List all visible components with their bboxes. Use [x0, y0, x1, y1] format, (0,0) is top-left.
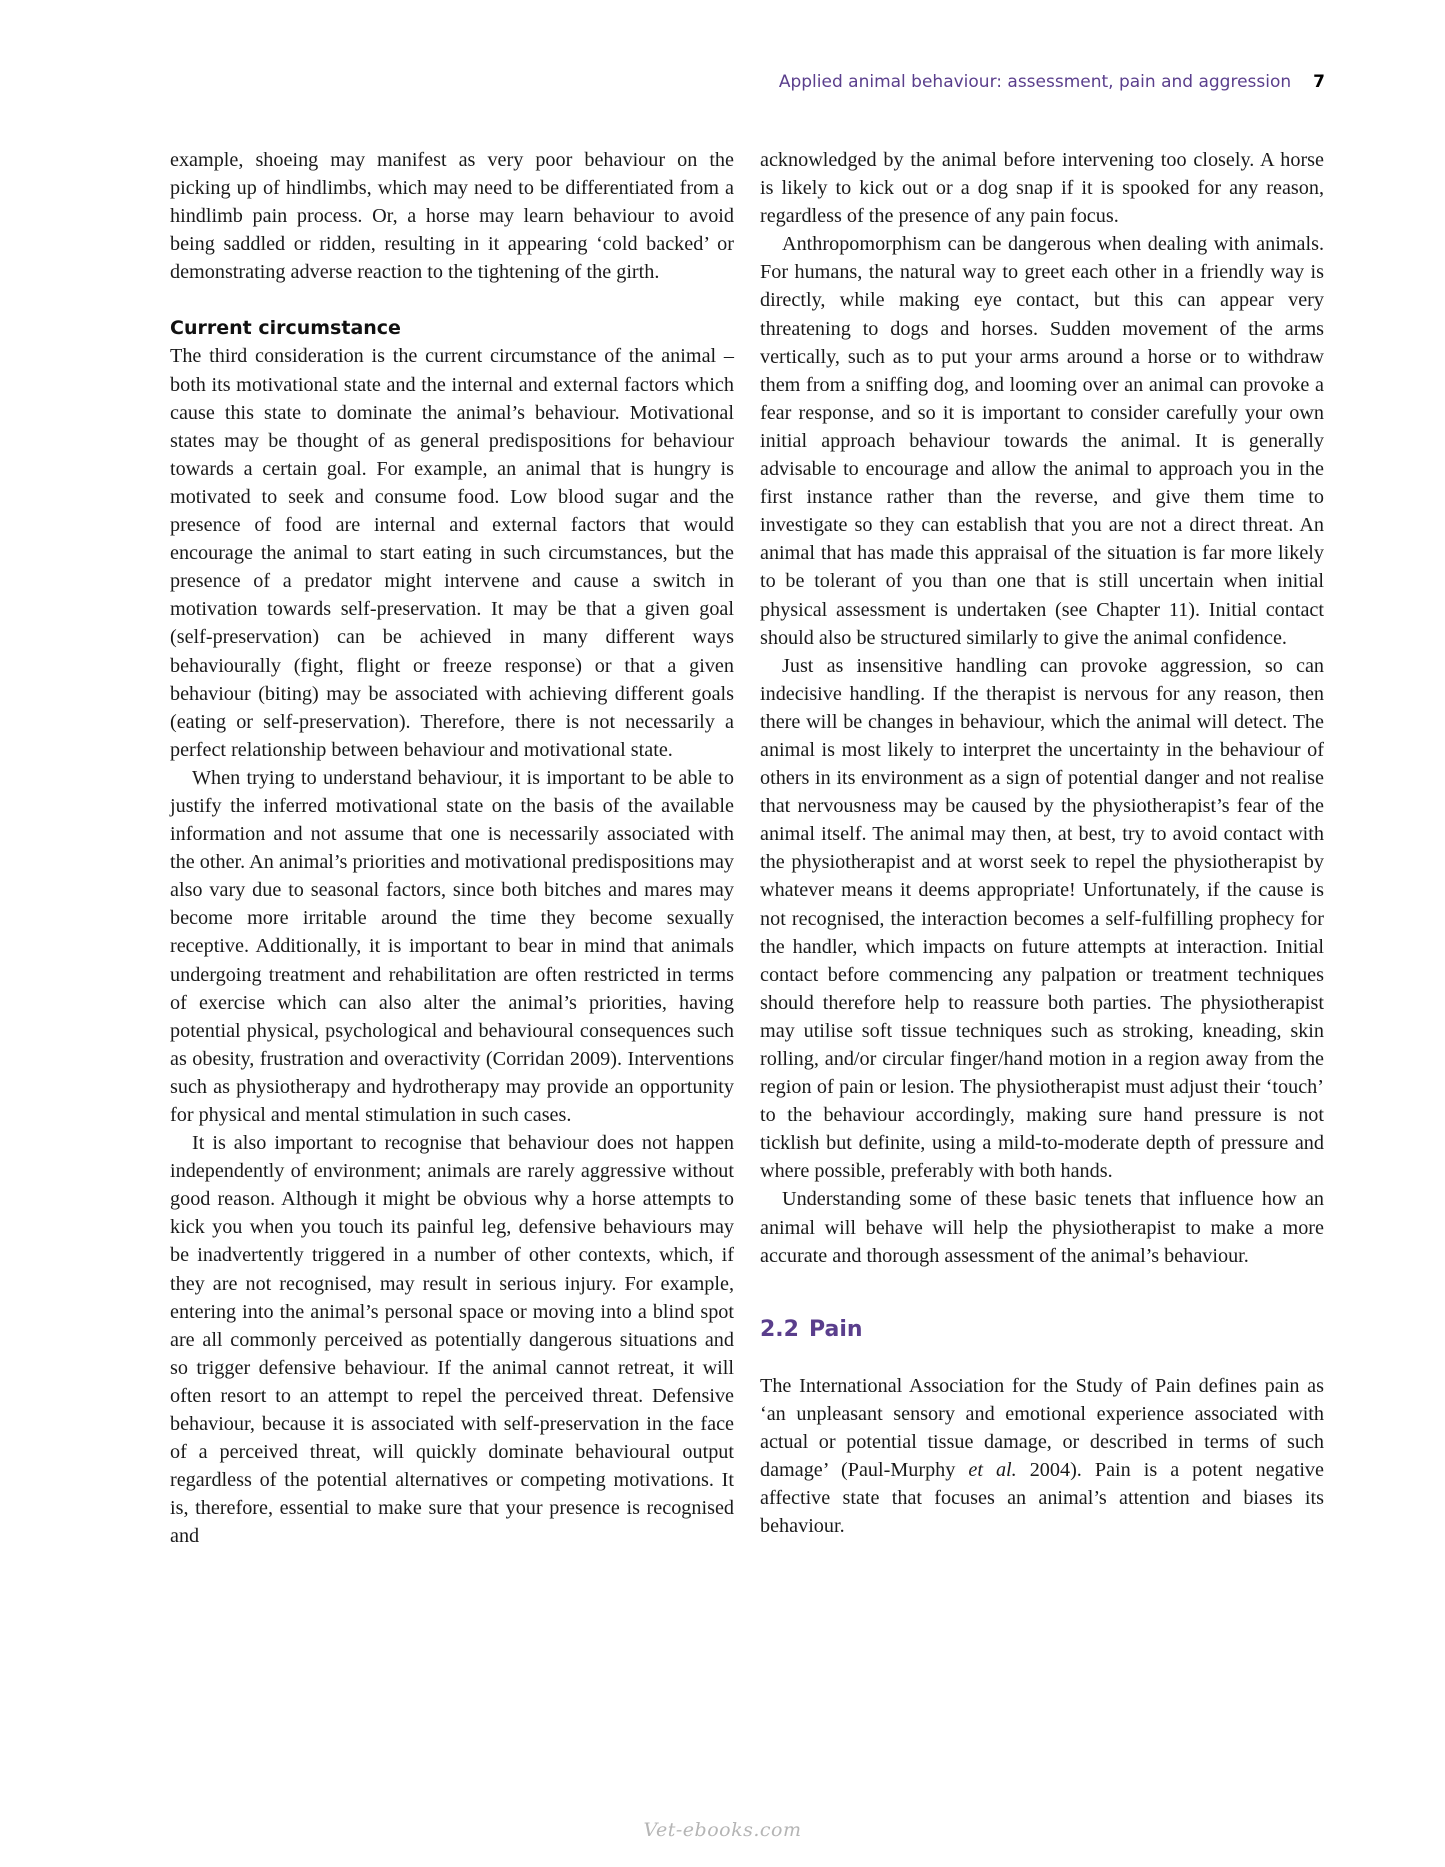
page-number: 7: [1313, 72, 1325, 92]
paragraph: Anthropomorphism can be dangerous when dealing with animals. For humans, the natural way to greet each other in a friendly way is directly, while making eye contact, but this can appear very threatening to dogs and horses. Sudden movement of the arms vertically, such as to put your arms around a horse or to withdraw them from a sniffing dog, and looming over an animal can provoke a fear response, and so it is important to consider carefully your own initial approach behaviour towards the animal. It is generally advisable to encourage and allow the animal to approach you in the first instance rather than the reverse, and give them time to investigate so they can establish that you are not a direct threat. An animal that has made this appraisal of the situation is far more likely to be tolerant of you than one that is still uncertain when initial physical assessment is undertaken (see Chapter 11). Initial contact should also be structured similarly to give the animal confidence.: [760, 233, 1324, 649]
paragraph: example, shoeing may manifest as very poor behaviour on the picking up of hindlimbs, which may need to be differentiated from a hindlimb pain process. Or, a horse may learn behaviour to avoid being saddled or ridden, resulting in it appearing ‘cold backed’ or demonstrating adverse reaction to the tightening of the girth.: [170, 149, 734, 284]
paragraph: Understanding some of these basic tenets that influence how an animal will behave will help the physiotherapist to make a more accurate and thorough assessment of the animal’s behaviour.: [760, 1188, 1324, 1267]
section-number: 2.2: [760, 1316, 799, 1342]
paragraph: When trying to understand behaviour, it is important to be able to justify the inferred motivational state on the basis of the available information and not assume that one is necessarily associated with the other. An animal’s priorities and motivational predispositions may also vary due to seasonal factors, since both bitches and mares may become more irritable around the time they become sexually receptive. Additionally, it is important to bear in mind that animals undergoing treatment and rehabilitation are often restricted in terms of exercise which can also alter the animal’s priorities, having potential physical, psychological and behavioural consequences such as obesity, frustration and overactivity (Corridan 2009). Interventions such as physiotherapy and hydrotherapy may provide an opportunity for physical and mental stimulation in such cases.: [170, 766, 734, 1126]
paragraph: acknowledged by the animal before intervening too closely. A horse is likely to kick out or a dog snap if it is spooked for any reason, regardless of the presence of any pain focus.: [760, 149, 1324, 228]
running-head-title: Applied animal behaviour: assessment, pain and aggression: [778, 72, 1292, 92]
left-column: [170, 146, 734, 1551]
section-heading: [760, 1316, 1324, 1344]
section-title: Pain: [808, 1316, 863, 1342]
watermark: Vet-ebooks.com: [643, 1819, 802, 1841]
right-column: [760, 146, 1324, 1540]
subheading: Current circumstance: [170, 317, 401, 340]
text-run: The International Association for the Study of Pain defines pain as ‘an unpleasant sensory and emotional experience associated with actual or potential tissue damage, or described in terms of such damage’ (Paul-Murphy: [760, 1374, 1324, 1482]
paragraph: It is also important to recognise that behaviour does not happen independently of environment; animals are rarely aggressive without good reason. Although it might be obvious why a horse attempts to kick you when you touch its painful leg, defensive behaviours may be inadvertently triggered in a number of other contexts, which, if they are not recognised, may result in serious injury. For example, entering into the animal’s personal space or moving into a blind spot are all commonly perceived as potentially dangerous situations and so trigger defensive behaviour. If the animal cannot retreat, it will often resort to an attempt to repel the perceived threat. Defensive behaviour, because it is associated with self-preservation in the face of a perceived threat, will quickly dominate behavioural output regardless of the potential alternatives or competing motivations. It is, therefore, essential to make sure that your presence is recognised and: [170, 1132, 734, 1548]
paragraph: Just as insensitive handling can provoke aggression, so can indecisive handling. If the therapist is nervous for any reason, then there will be changes in behaviour, which the animal will detect. The animal is most likely to interpret the uncertainty in the behaviour of others in its environment as a sign of potential danger and not realise that nervousness may be caused by the physiotherapist’s fear of the animal itself. The animal may then, at best, try to avoid contact with the physiotherapist and at worst seek to repel the physiotherapist by whatever means it deems appropriate! Unfortunately, if the cause is not recognised, the interaction becomes a self-fulfilling prophecy for the handler, which impacts on future attempts at interaction. Initial contact before commencing any palpation or treatment techniques should therefore help to reassure both parties. The physiotherapist may utilise soft tissue techniques such as stroking, kneading, skin rolling, and/or circular finger/hand motion in a region away from the region of pain or lesion. The physiotherapist must adjust their ‘touch’ to the behaviour accordingly, making sure hand pressure is not ticklish but definite, using a mild-to-moderate depth of pressure and where possible, preferably with both hands.: [760, 654, 1324, 1183]
paragraph: The third consideration is the current circumstance of the animal – both its motivational state and the internal and external factors which cause this state to dominate the animal’s behaviour. Motivational states may be thought of as general predispositions for behaviour towards a certain goal. For example, an animal that is hungry is motivated to seek and consume food. Low blood sugar and the presence of food are internal and external factors that would encourage the animal to start eating in such circumstances, but the presence of a predator might intervene and cause a switch in motivation towards self-preservation. It may be that a given goal (self-preservation) can be achieved in many different ways behaviourally (fight, flight or freeze response) or that a given behaviour (biting) may be associated with achieving different goals (eating or self-preservation). Therefore, there is not necessarily a perfect relationship between behaviour and motivational state.: [170, 345, 734, 761]
text-run: 2004). Pain is a potent negative affective state that focuses an animal’s attention and biases its behaviour.: [760, 1459, 1324, 1538]
paragraph: [760, 1372, 1324, 1541]
italic-text: et al.: [968, 1459, 1017, 1482]
running-head: [779, 72, 1325, 92]
